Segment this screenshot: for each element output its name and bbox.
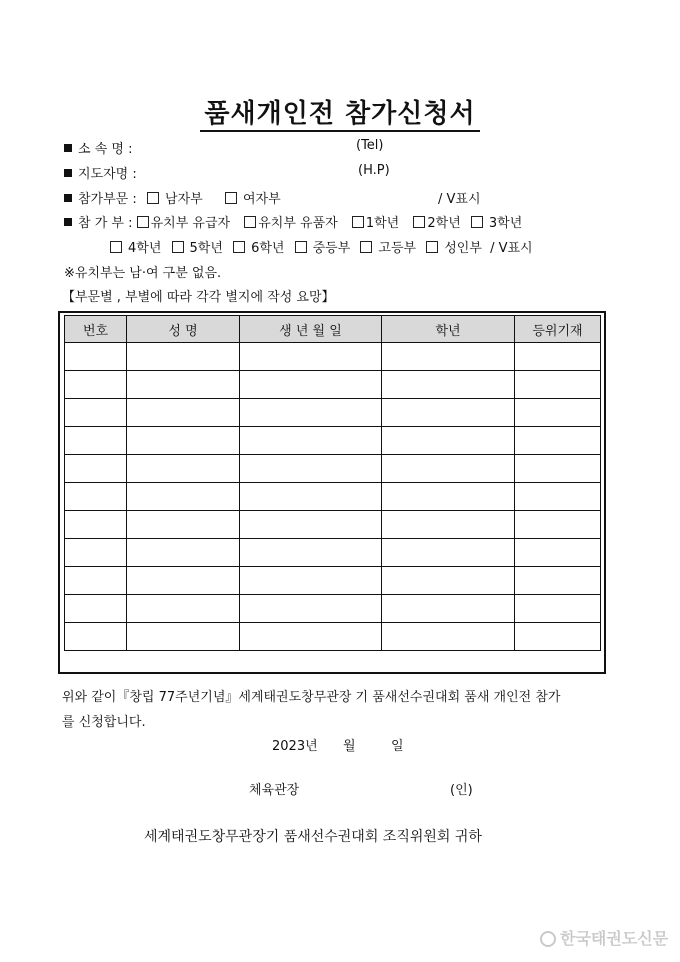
- table-cell[interactable]: [240, 595, 382, 623]
- table-row: [65, 567, 601, 595]
- checkbox-group[interactable]: [137, 216, 149, 228]
- table-cell[interactable]: [127, 399, 240, 427]
- square-bullet-icon: [64, 218, 72, 226]
- table-row: [65, 539, 601, 567]
- group-option: 6학년: [251, 241, 285, 256]
- table-cell[interactable]: [240, 539, 382, 567]
- checkbox-group[interactable]: [471, 216, 483, 228]
- page-title: 품새개인전 참가신청서: [0, 93, 680, 130]
- table-cell[interactable]: [65, 567, 127, 595]
- table-cell[interactable]: [127, 483, 240, 511]
- date-month: 월: [343, 739, 356, 754]
- table-cell[interactable]: [240, 567, 382, 595]
- division-option-female: 여자부: [243, 192, 281, 207]
- table-cell[interactable]: [382, 539, 515, 567]
- checkbox-group[interactable]: [426, 241, 438, 253]
- date-year: 2023년: [272, 739, 318, 754]
- table-cell[interactable]: [127, 371, 240, 399]
- table-cell[interactable]: [382, 483, 515, 511]
- checkbox-group[interactable]: [244, 216, 256, 228]
- header-name: 성 명: [127, 316, 240, 343]
- square-bullet-icon: [64, 194, 72, 202]
- header-birthdate: 생 년 월 일: [240, 316, 382, 343]
- group-option: 5학년: [189, 241, 223, 256]
- table-row: [65, 371, 601, 399]
- table-cell[interactable]: [515, 539, 601, 567]
- table-cell[interactable]: [240, 371, 382, 399]
- tel-label: (Tel): [356, 138, 384, 153]
- table-cell[interactable]: [382, 371, 515, 399]
- table-cell[interactable]: [515, 623, 601, 651]
- group-option: 유치부 유품자: [258, 216, 338, 231]
- table-cell[interactable]: [515, 567, 601, 595]
- table-cell[interactable]: [65, 343, 127, 371]
- group-mark: / V표시: [490, 241, 533, 256]
- table-row: [65, 511, 601, 539]
- affiliation-label: 소 속 명 :: [78, 142, 133, 157]
- coach-label: 지도자명 :: [78, 167, 137, 182]
- group-option: 중등부: [312, 241, 351, 256]
- table-header-row: [65, 316, 601, 343]
- table-cell[interactable]: [65, 483, 127, 511]
- table-cell[interactable]: [127, 567, 240, 595]
- table-cell[interactable]: [515, 483, 601, 511]
- gym-owner-label: 체육관장: [249, 783, 300, 798]
- table-cell[interactable]: [515, 343, 601, 371]
- table-cell[interactable]: [515, 595, 601, 623]
- table-row: [65, 343, 601, 371]
- table-cell[interactable]: [515, 427, 601, 455]
- checkbox-group[interactable]: [172, 241, 184, 253]
- table-cell[interactable]: [382, 343, 515, 371]
- table-cell[interactable]: [65, 399, 127, 427]
- affiliation-row: [64, 138, 132, 157]
- checkbox-group[interactable]: [360, 241, 372, 253]
- header-rank: 등위기재: [515, 316, 601, 343]
- table-cell[interactable]: [240, 399, 382, 427]
- table-cell[interactable]: [240, 511, 382, 539]
- table-cell[interactable]: [515, 511, 601, 539]
- division-mark: / V표시: [438, 192, 481, 207]
- division-row: [64, 188, 281, 207]
- table-cell[interactable]: [240, 623, 382, 651]
- checkbox-group[interactable]: [233, 241, 245, 253]
- table-cell[interactable]: [127, 343, 240, 371]
- header-number: 번호: [65, 316, 127, 343]
- table-cell[interactable]: [240, 483, 382, 511]
- group-row-1: [64, 212, 522, 231]
- table-cell[interactable]: [127, 511, 240, 539]
- table-cell[interactable]: [65, 371, 127, 399]
- table-cell[interactable]: [515, 399, 601, 427]
- table-row: [65, 623, 601, 651]
- coach-row: [64, 163, 137, 182]
- table-cell[interactable]: [127, 623, 240, 651]
- addressee: 세계태권도창무관장기 품새선수권대회 조직위원회 귀하: [144, 829, 482, 845]
- date-day: 일: [391, 739, 404, 754]
- table-row: [65, 455, 601, 483]
- table-cell[interactable]: [382, 427, 515, 455]
- checkbox-male[interactable]: [147, 192, 159, 204]
- instruction-note: 【부문별 , 부별에 따라 각각 별지에 작성 요망】: [62, 290, 335, 305]
- hp-label: (H.P): [358, 163, 390, 178]
- table-cell[interactable]: [65, 595, 127, 623]
- table-cell[interactable]: [382, 455, 515, 483]
- table-cell[interactable]: [382, 567, 515, 595]
- group-option: 유치부 유급자: [150, 216, 231, 231]
- group-option: 4학년: [128, 241, 162, 256]
- checkbox-group[interactable]: [352, 216, 364, 228]
- group-label: 참 가 부 :: [78, 216, 133, 231]
- group-option: 3학년: [488, 216, 523, 231]
- checkbox-female[interactable]: [225, 192, 237, 204]
- table-cell[interactable]: [65, 455, 127, 483]
- division-option-male: 남자부: [165, 192, 203, 207]
- table-cell[interactable]: [382, 623, 515, 651]
- header-grade: 학년: [382, 316, 515, 343]
- table-cell[interactable]: [382, 399, 515, 427]
- kindergarten-note: ※유치부는 남·여 구분 없음.: [64, 266, 222, 281]
- table-cell[interactable]: [240, 343, 382, 371]
- watermark-text: 한국태권도신문: [560, 929, 669, 948]
- table-row: [65, 427, 601, 455]
- table-cell[interactable]: [382, 511, 515, 539]
- group-option: 2학년: [427, 216, 461, 231]
- declaration-line-2: 를 신청합니다.: [62, 715, 146, 730]
- group-row-2: [110, 237, 533, 256]
- table-cell[interactable]: [515, 455, 601, 483]
- table-cell[interactable]: [127, 595, 240, 623]
- table-row: [65, 595, 601, 623]
- table-cell[interactable]: [65, 623, 127, 651]
- table-cell[interactable]: [240, 427, 382, 455]
- checkbox-group[interactable]: [295, 241, 307, 253]
- square-bullet-icon: [64, 144, 72, 152]
- entry-table: [64, 315, 601, 651]
- group-option: 1학년: [365, 216, 400, 231]
- table-cell[interactable]: [240, 455, 382, 483]
- table-cell[interactable]: [382, 595, 515, 623]
- checkbox-group[interactable]: [413, 216, 425, 228]
- table-cell[interactable]: [65, 427, 127, 455]
- table-cell[interactable]: [65, 511, 127, 539]
- table-cell[interactable]: [65, 539, 127, 567]
- table-cell[interactable]: [127, 427, 240, 455]
- table-cell[interactable]: [127, 539, 240, 567]
- table-cell[interactable]: [127, 455, 240, 483]
- group-option: 성인부: [444, 241, 482, 256]
- division-label: 참가부문 :: [78, 192, 137, 207]
- table-row: [65, 399, 601, 427]
- table-row: [65, 483, 601, 511]
- seal-label: (인): [450, 783, 473, 798]
- table-cell[interactable]: [515, 371, 601, 399]
- checkbox-group[interactable]: [110, 241, 122, 253]
- group-option: 고등부: [378, 241, 417, 256]
- watermark: [540, 926, 668, 949]
- square-bullet-icon: [64, 169, 72, 177]
- declaration-line-1: 위와 같이『창립 77주년기념』세계태권도창무관장 기 품새선수권대회 품새 개인전 참가: [62, 690, 561, 705]
- newspaper-logo-icon: [540, 931, 556, 947]
